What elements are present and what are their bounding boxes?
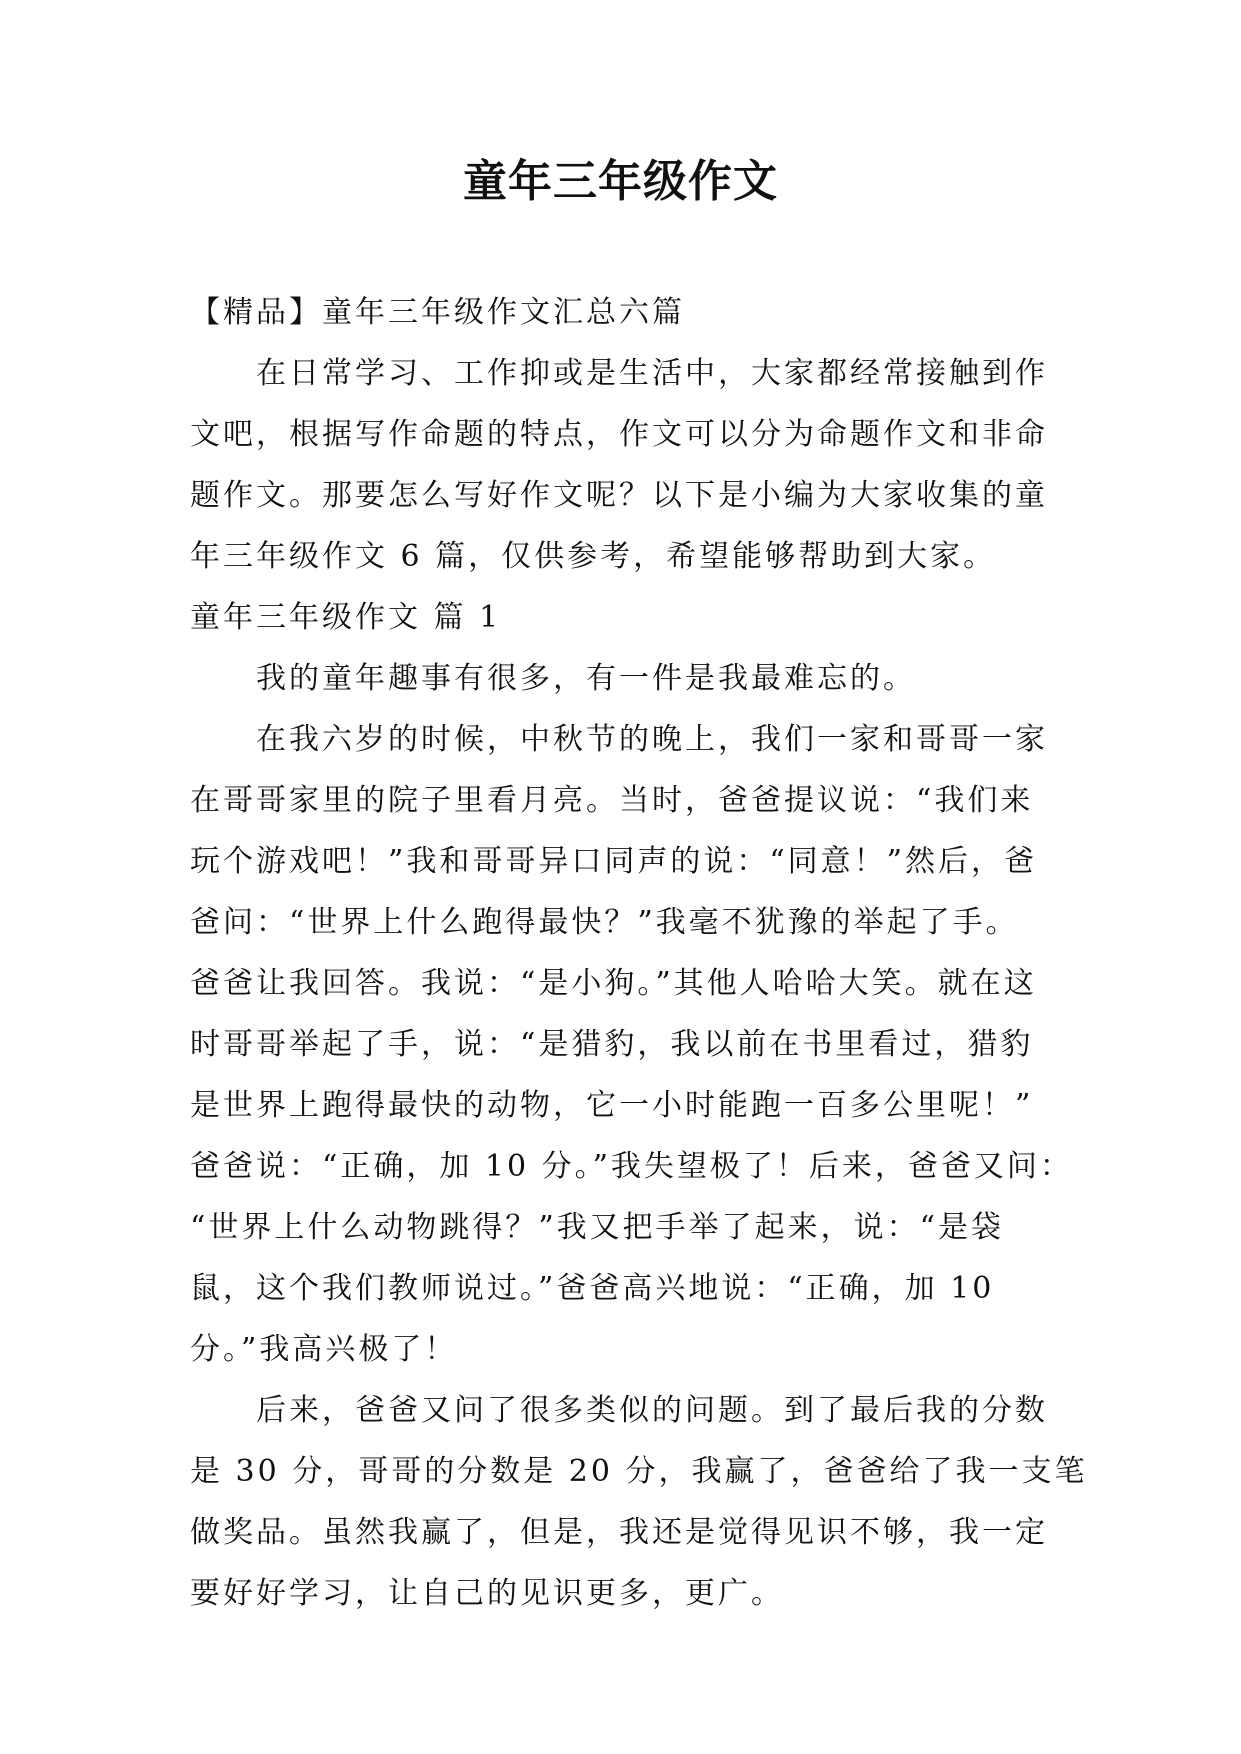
text-line: 要好好学习，让自己的见识更多，更广。 [190,1576,784,1611]
text-line: 玩个游戏吧！”我和哥哥异口同声的说：“同意！”然后，爸 [190,844,1038,879]
text-line: 在哥哥家里的院子里看月亮。当时，爸爸提议说：“我们来 [190,783,1034,818]
text-line: 我的童年趣事有很多，有一件是我最难忘的。 [256,661,916,696]
section-heading: 童年三年级作文 篇 1 [190,600,502,635]
text-line: 时哥哥举起了手，说：“是猎豹，我以前在书里看过，猎豹 [190,1027,1034,1062]
text-line: 在日常学习、工作抑或是生活中，大家都经常接触到作 [256,356,1048,391]
text-line: 年三年级作文 6 篇，仅供参考，希望能够帮助到大家。 [190,539,997,574]
text-line: 鼠，这个我们教师说过。”爸爸高兴地说：“正确，加 10 [190,1271,995,1306]
text-line: 是 30 分，哥哥的分数是 20 分，我赢了，爸爸给了我一支笔 [190,1454,1088,1489]
text-line: 是世界上跑得最快的动物，它一小时能跑一百多公里呢！” [190,1088,1034,1123]
text-line: “世界上什么动物跳得？”我又把手举了起来，说：“是袋 [190,1210,1005,1245]
text-line: 文吧，根据写作命题的特点，作文可以分为命题作文和非命 [190,417,1048,452]
text-line: 爸爸说：“正确，加 10 分。”我失望极了！后来，爸爸又问： [190,1149,1073,1184]
text-line: 【精品】童年三年级作文汇总六篇 [190,295,685,330]
text-line: 分。”我高兴极了！ [190,1332,458,1367]
text-line: 爸爸让我回答。我说：“是小狗。”其他人哈哈大笑。就在这 [190,966,1037,1001]
document-title: 童年三年级作文 [463,156,778,207]
text-line: 在我六岁的时候，中秋节的晚上，我们一家和哥哥一家 [256,722,1048,757]
text-line: 题作文。那要怎么写好作文呢？以下是小编为大家收集的童 [190,478,1048,513]
text-line: 做奖品。虽然我赢了，但是，我还是觉得见识不够，我一定 [190,1515,1048,1550]
text-line: 爸问：“世界上什么跑得最快？”我毫不犹豫的举起了手。 [190,905,1019,940]
document-body [190,282,1088,1624]
text-line: 后来，爸爸又问了很多类似的问题。到了最后我的分数 [256,1393,1048,1428]
